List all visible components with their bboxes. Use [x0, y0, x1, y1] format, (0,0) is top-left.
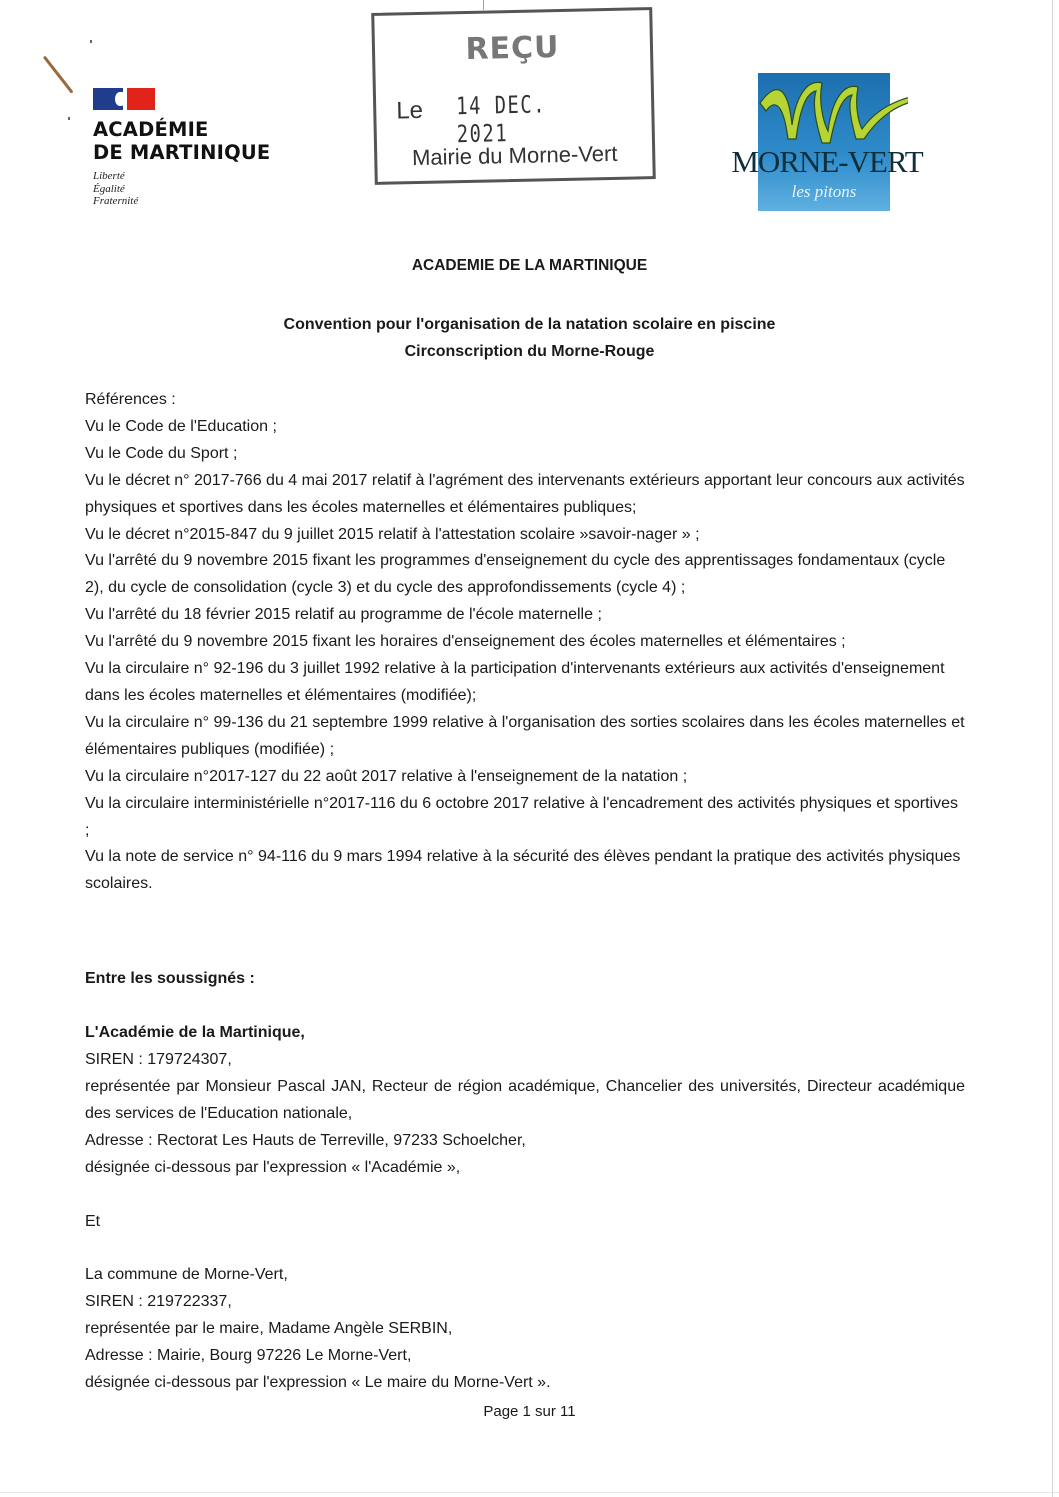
party-commune	[85, 1262, 965, 1397]
convention-title-line: Convention pour l'organisation de la natation scolaire en piscine	[283, 316, 776, 333]
scan-edge-line	[1052, 0, 1053, 1497]
reference-item: Vu l'arrêté du 18 février 2015 relatif au programme de l'école maternelle ;	[85, 606, 602, 624]
reference-item: Vu l'arrêté du 9 novembre 2015 fixant les horaires d'enseignement des écoles maternelles et élémentaires ;	[85, 633, 846, 651]
stamp-date: 14 DEC. 2021	[455, 90, 547, 149]
morne-vert-tagline: les pitons	[791, 182, 857, 201]
party-address: Adresse : Rectorat Les Hauts de Terreville, 97233 Schoelcher,	[85, 1131, 526, 1149]
party-designation: désignée ci-dessous par l'expression « Le maire du Morne-Vert ».	[85, 1374, 551, 1392]
party-name: La commune de Morne-Vert,	[85, 1266, 288, 1284]
stamp-place: Mairie du Morne-Vert	[411, 140, 618, 171]
reference-item: Vu la circulaire n°2017-127 du 22 août 2017 relative à l'enseignement de la natation ;	[85, 767, 688, 785]
stamp-title: REÇU	[465, 30, 560, 67]
page-number: Page 1 sur 11	[483, 1403, 576, 1420]
document-body	[85, 387, 965, 1397]
reference-item: Vu le décret n° 2017-766 du 4 mai 2017 relatif à l'agrément des intervenants extérieurs apportant leur concours aux activités physiques et sportives dans les écoles maternelles et élémentaires publiques;	[85, 471, 965, 516]
reference-item: Vu le Code de l'Education ;	[85, 417, 277, 435]
marianne-flag-icon	[93, 88, 155, 110]
reference-item: Vu la circulaire n° 92-196 du 3 juillet 1992 relative à la participation d'intervenants extérieurs aux activités d'enseignement dans les écoles maternelles et élémentaires (modifiée);	[85, 660, 945, 704]
reference-item: Vu la note de service n° 94-116 du 9 mars 1994 relative à la sécurité des élèves pendant la pratique des activités physiques scolaires.	[85, 848, 961, 893]
reference-item: Vu le Code du Sport ;	[85, 444, 238, 462]
party-siren: SIREN : 179724307,	[85, 1051, 232, 1069]
and-separator: Et	[85, 1212, 101, 1230]
scan-speck	[68, 117, 70, 120]
green-mountains-icon	[748, 73, 908, 153]
party-address: Adresse : Mairie, Bourg 97226 Le Morne-Vert,	[85, 1347, 412, 1365]
reference-item: Vu la circulaire interministérielle n°2017-116 du 6 octobre 2017 relative à l'encadrement des activités physiques et sportives ;	[85, 794, 959, 839]
institution-heading: ACADEMIE DE LA MARTINIQUE	[411, 257, 648, 274]
party-siren: SIREN : 219722337,	[85, 1293, 232, 1311]
party-name: L'Académie de la Martinique,	[85, 1024, 305, 1042]
circonscription-line: Circonscription du Morne-Rouge	[404, 343, 655, 360]
party-representative: représentée par le maire, Madame Angèle SERBIN,	[85, 1320, 453, 1338]
party-designation: désignée ci-dessous par l'expression « l'Académie »,	[85, 1158, 461, 1176]
scan-speck	[90, 40, 92, 43]
stamp-le-label: Le	[396, 96, 424, 125]
stamp-ink-mark	[483, 0, 484, 10]
convention-title	[0, 311, 1059, 365]
republic-motto: Liberté Égalité Fraternité	[93, 170, 139, 207]
references-section	[85, 387, 965, 898]
received-stamp	[371, 7, 656, 185]
reference-item: Vu l'arrêté du 9 novembre 2015 fixant les programmes d'enseignement du cycle des apprentissages fondamentaux (cycle 2), du cycle de consolidation (cycle 3) et du cycle des approfondissements (cycle 4) ;	[85, 552, 946, 597]
reference-item: Vu la circulaire n° 99-136 du 21 septembre 1999 relative à l'organisation des sorties scolaires dans les écoles maternelles et élémentaires publiques (modifiée) ;	[85, 713, 965, 758]
reference-item: Vu le décret n°2015-847 du 9 juillet 2015 relatif à l'attestation scolaire »savoir-nager » ;	[85, 525, 700, 543]
pen-mark	[43, 56, 74, 94]
academie-logo-name: ACADÉMIE DE MARTINIQUE	[93, 118, 271, 164]
academie-logo	[93, 88, 303, 208]
party-representative: représentée par Monsieur Pascal JAN, Recteur de région académique, Chancelier des universités, Directeur académique des services de l'Education nationale,	[85, 1077, 965, 1122]
parties-heading: Entre les soussignés :	[85, 970, 255, 988]
morne-vert-logo-name: MORNE-VERT	[731, 144, 923, 179]
scan-bottom-edge	[0, 1492, 1059, 1493]
party-academie	[85, 1020, 965, 1181]
references-heading: Références :	[85, 391, 176, 408]
